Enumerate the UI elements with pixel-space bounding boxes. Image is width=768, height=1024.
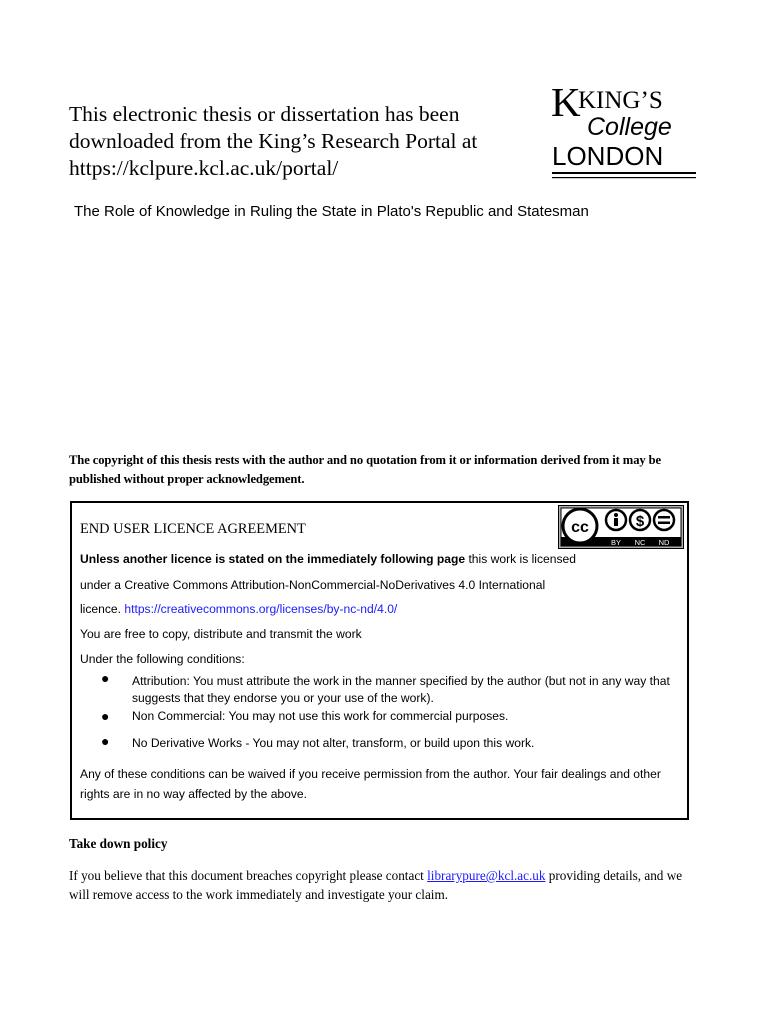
conditions-heading: Under the following conditions: xyxy=(80,652,245,666)
svg-text:$: $ xyxy=(635,513,645,530)
badge-label-nd: ND xyxy=(658,538,670,547)
cc-text: cc xyxy=(571,519,589,536)
licence-link[interactable]: https://creativecommons.org/licenses/by-nc-nd/4.0/ xyxy=(124,602,398,616)
takedown-text xyxy=(69,866,689,904)
condition-noncommercial: Non Commercial: You may not use this work for commercial purposes. xyxy=(132,709,509,723)
bullet-icon: ● xyxy=(101,708,110,724)
condition-noderivatives: No Derivative Works - You may not alter, transform, or build upon this work. xyxy=(132,736,535,750)
licence-link-prefix: licence. xyxy=(80,602,125,616)
portal-notice-line: downloaded from the King’s Research Portal at xyxy=(69,129,478,153)
noderivatives-icon xyxy=(654,510,674,530)
licence-waiver: Any of these conditions can be waived if you receive permission from the author. Your fair dealings and other rights are in no way affected by the above. xyxy=(80,767,661,801)
logo-london-text: LONDON xyxy=(552,141,664,171)
takedown-email-link[interactable]: librarypure@kcl.ac.uk xyxy=(427,868,546,883)
licence-link-line xyxy=(80,602,397,616)
licence-heading: END USER LICENCE AGREEMENT xyxy=(80,521,306,537)
bullet-icon: ● xyxy=(101,733,110,749)
portal-notice xyxy=(69,101,529,182)
cc-by-nc-nd-badge[interactable] xyxy=(558,505,684,549)
logo-college-text: College xyxy=(587,113,672,141)
kings-college-london-logo xyxy=(548,84,698,182)
thesis-title: The Role of Knowledge in Ruling the State in Plato's Republic and Statesman xyxy=(74,203,589,220)
copyright-notice: The copyright of this thesis rests with the author and no quotation from it or information derived from it may be published without proper acknowledgement. xyxy=(69,453,662,486)
badge-label-by: BY xyxy=(610,538,622,547)
logo-rule xyxy=(552,177,696,178)
logo-kings-text: KING’S xyxy=(578,87,663,114)
takedown-text-before: If you believe that this document breaches copyright please contact xyxy=(69,868,428,883)
badge-label-nc: NC xyxy=(634,538,646,547)
licence-type-line: under a Creative Commons Attribution-NonCommercial-NoDerivatives 4.0 International xyxy=(80,578,546,592)
licence-intro-bold: Unless another licence is stated on the immediately following page xyxy=(80,552,466,566)
logo-k-glyph: K xyxy=(551,84,581,125)
takedown-heading: Take down policy xyxy=(69,836,168,851)
licence-intro-rest: this work is licensed xyxy=(465,552,576,566)
logo-rule xyxy=(552,172,696,174)
licence-free-text: You are free to copy, distribute and transmit the work xyxy=(80,627,362,641)
portal-notice-line: This electronic thesis or dissertation has been xyxy=(69,102,460,126)
condition-attribution: Attribution: You must attribute the work in the manner specified by the author (but not in any way that suggests that they endorse you or your use of the work). xyxy=(132,674,670,705)
bullet-icon: ● xyxy=(101,670,110,686)
portal-notice-line: https://kclpure.kcl.ac.uk/portal/ xyxy=(69,156,339,180)
licence-intro xyxy=(80,552,576,566)
takedown-text-after: providing details, and we will remove access to the work immediately and investigate your claim. xyxy=(69,868,683,902)
